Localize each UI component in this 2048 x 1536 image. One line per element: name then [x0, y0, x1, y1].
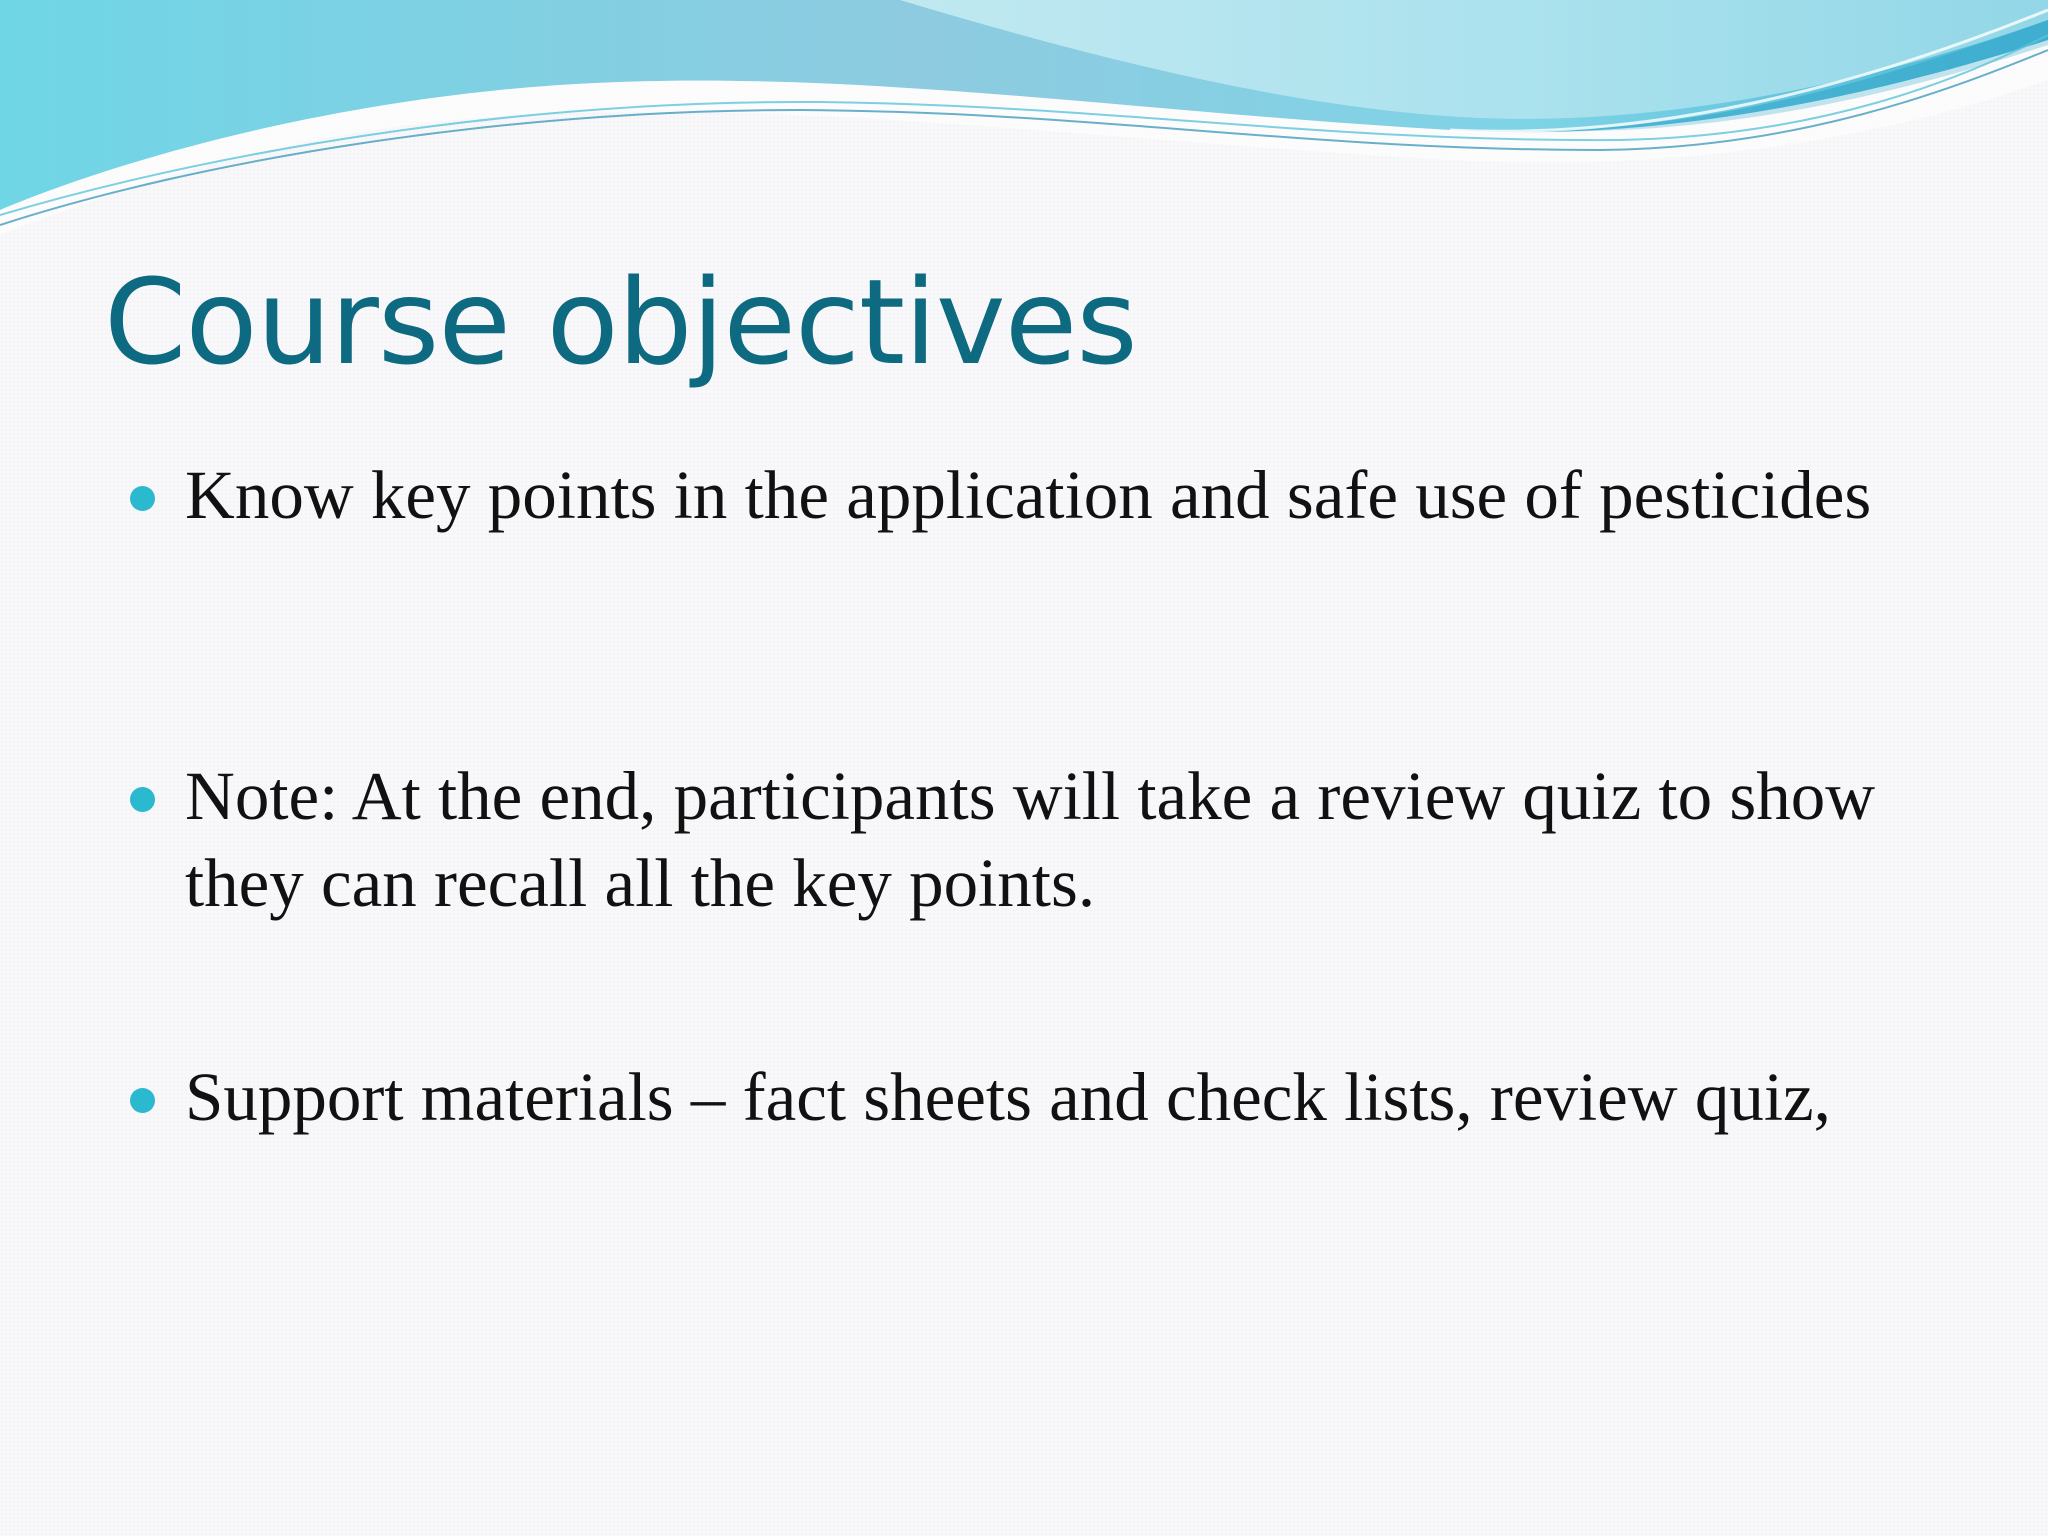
- bullet-item-note: [185, 753, 1985, 927]
- filled-circle-bullet-icon: [130, 787, 155, 812]
- filled-circle-bullet-icon: [130, 486, 155, 511]
- bullet-text: Support materials – fact sheets and check lists, review quiz,: [185, 1059, 1831, 1135]
- bullet-text: Note: At the end, participants will take a review quiz to show they can recall all the key points.: [185, 758, 1876, 921]
- header-wave-decoration: [0, 0, 2048, 260]
- bullet-text: Know key points in the application and safe use of pesticides: [185, 457, 1872, 533]
- bullet-item-objective: [185, 452, 1985, 539]
- slide-title: Course objectives: [104, 253, 1137, 391]
- filled-circle-bullet-icon: [130, 1088, 155, 1113]
- bullet-item-support-materials: [185, 1054, 1985, 1141]
